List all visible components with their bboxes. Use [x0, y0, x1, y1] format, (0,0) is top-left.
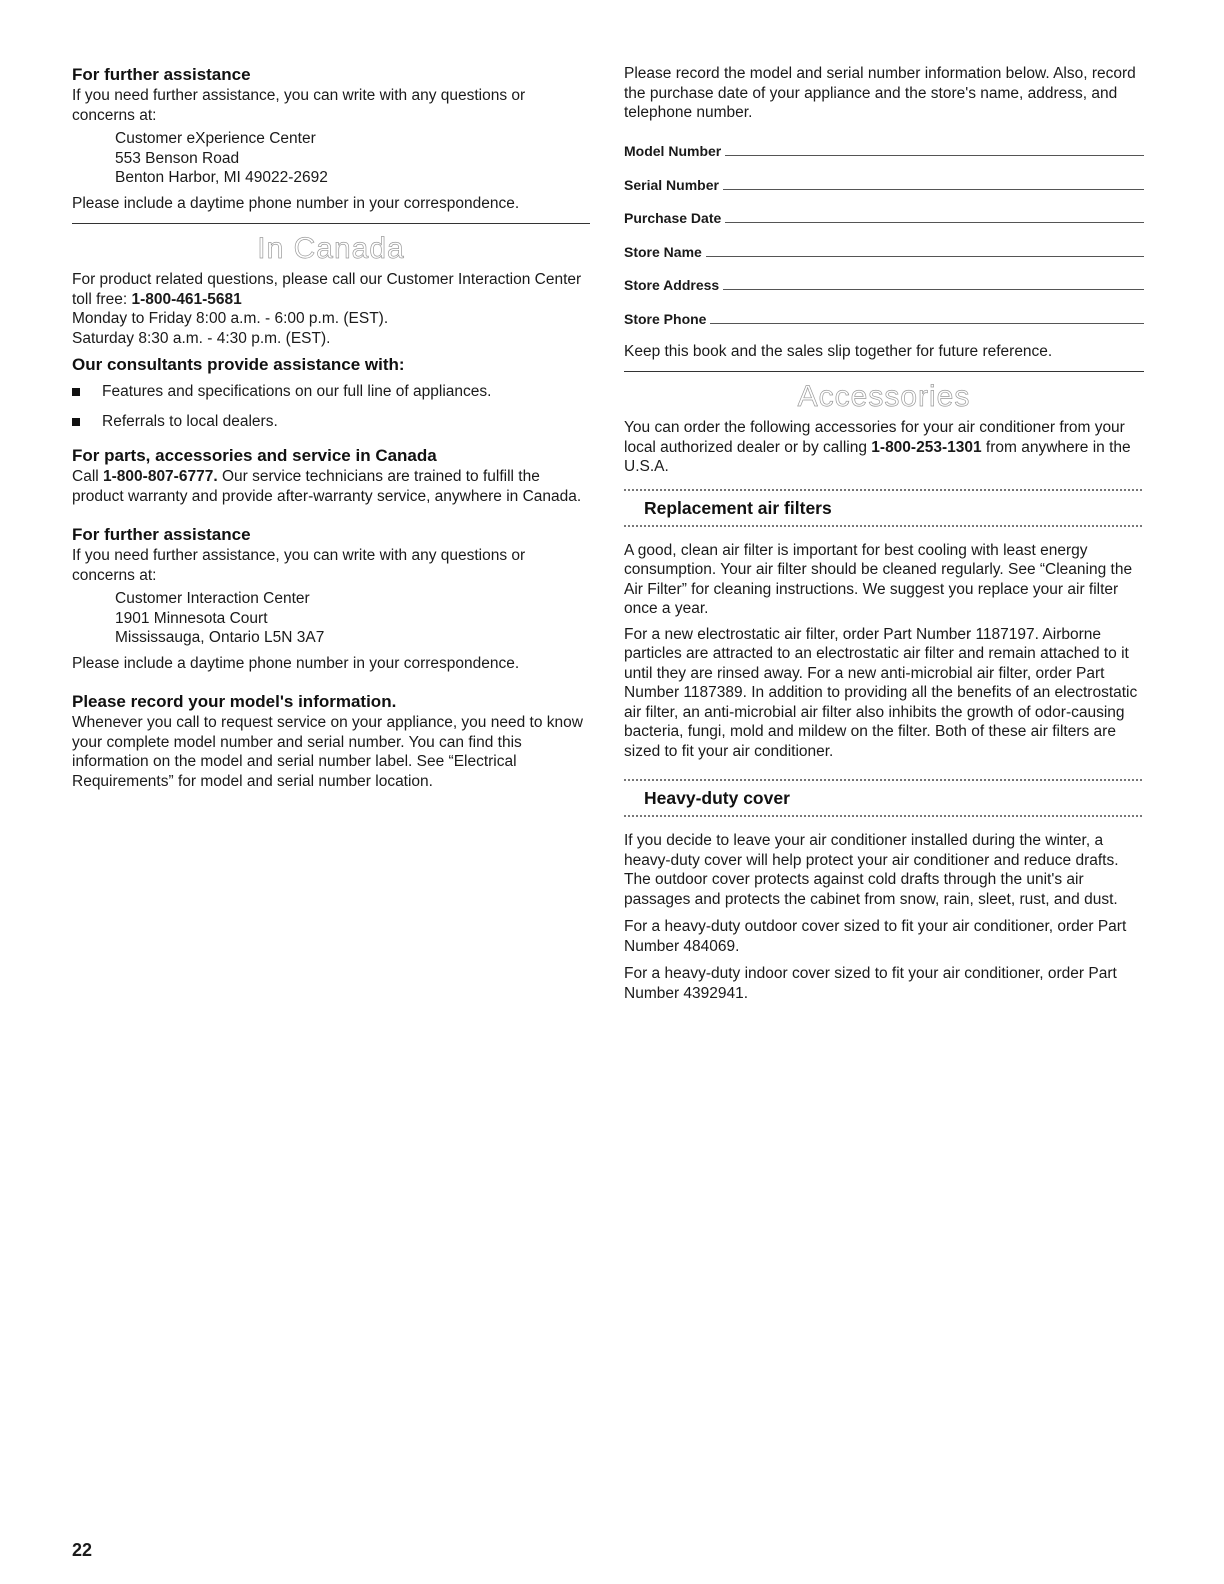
- store-address-blank: [723, 288, 1144, 290]
- purchase-date-blank: [725, 221, 1144, 223]
- saturday-hours: Saturday 8:30 a.m. - 4:30 p.m. (EST).: [72, 329, 331, 347]
- serial-number-field: Serial Number: [624, 160, 1144, 194]
- record-intro: Please record the model and serial number information below. Also, record the purchase date of your appliance and the store's name, address, and telephone number.: [624, 65, 1136, 121]
- us-mailing-address: [115, 129, 590, 188]
- accessories-section: [624, 378, 1144, 1003]
- canada-phone-number: 1-800-461-5681: [131, 290, 242, 308]
- model-number-field: Model Number: [624, 127, 1144, 161]
- address-line: 1901 Minnesota Court: [115, 609, 268, 627]
- cover-paragraph-3: For a heavy-duty indoor cover sized to fit your air conditioner, order Part Number 4392941.: [624, 965, 1117, 1002]
- store-phone-field: Store Phone: [624, 294, 1144, 328]
- store-name-field: Store Name: [624, 227, 1144, 261]
- record-form: [624, 127, 1144, 328]
- page-number: 22: [72, 1540, 93, 1560]
- store-address-field: Store Address: [624, 261, 1144, 295]
- address-line: Customer eXperience Center: [115, 130, 316, 147]
- list-item: Referrals to local dealers.: [72, 412, 590, 432]
- serial-number-blank: [723, 188, 1144, 190]
- further-assistance-us: [72, 64, 590, 213]
- further-assistance-canada-intro: If you need further assistance, you can write with any questions or concerns at:: [72, 547, 526, 584]
- record-info-heading: Please record your model's information.: [72, 692, 397, 711]
- model-number-blank: [725, 154, 1144, 156]
- heavy-duty-cover-header: [624, 779, 1144, 817]
- store-phone-blank: [710, 322, 1144, 324]
- section-divider: [72, 223, 590, 224]
- address-line: Mississauga, Ontario L5N 3A7: [115, 629, 325, 646]
- left-column: [72, 64, 590, 791]
- bullet-icon: [72, 418, 80, 426]
- accessories-phone-number: 1-800-253-1301: [871, 438, 982, 456]
- heavy-duty-cover-heading: Heavy-duty cover: [644, 788, 790, 808]
- parts-service-heading: For parts, accessories and service in Canada: [72, 446, 437, 465]
- cover-paragraph-2: For a heavy-duty outdoor cover sized to fit your air conditioner, order Part Number 484069.: [624, 918, 1127, 955]
- consultants-list: [72, 382, 590, 431]
- parts-service-text: Call 1-800-807-6777. Our service technicians are trained to fulfill the product warranty and provide after-warranty service, anywhere in Canada.: [72, 468, 582, 505]
- accessories-title: Accessories: [797, 380, 971, 413]
- bullet-icon: [72, 388, 80, 396]
- store-name-blank: [706, 255, 1144, 257]
- replacement-filters-header: [624, 489, 1144, 527]
- accessories-intro: You can order the following accessories for your air conditioner from your local authorized dealer or by calling 1-800-253-1301 from anywhere in the U.S.A.: [624, 419, 1131, 475]
- right-column: [624, 64, 1144, 1003]
- record-info-text: Whenever you call to request service on your appliance, you need to know your complete model number and serial number. You can find this information on the model and serial number label. See “Electrical Requirements” for model and serial number location.: [72, 714, 583, 790]
- further-assistance-heading: For further assistance: [72, 65, 251, 84]
- daytime-phone-note: Please include a daytime phone number in your correspondence.: [72, 654, 520, 672]
- filters-paragraph-1: A good, clean air filter is important for best cooling with least energy consumption. Your air filter should be cleaned regularly. See “Cleaning the Air Filter” for cleaning instructions. We suggest you replace your air filter once a year.: [624, 541, 1133, 617]
- keep-note: Keep this book and the sales slip together for future reference.: [624, 342, 1053, 360]
- further-assistance-canada-heading: For further assistance: [72, 525, 251, 544]
- in-canada-section: [72, 230, 590, 791]
- daytime-phone-note: Please include a daytime phone number in your correspondence.: [72, 194, 520, 212]
- further-assistance-intro: If you need further assistance, you can write with any questions or concerns at:: [72, 87, 526, 124]
- filters-paragraph-2: For a new electrostatic air filter, order Part Number 1187197. Airborne particles are attracted to an electrostatic air filter and remain attached to it until they are rinsed away. For a new anti-microbial air filter, order Part Number 1187389. In addition to providing all the benefits of an electrostatic air filter, an anti-microbial air filter also inhibits the growth of odor-causing bacteria, fungi, mold and mildew on the filter. Both of these air filters are sized to fit your air conditioner.: [624, 625, 1138, 760]
- canada-mailing-address: [115, 589, 590, 648]
- consultants-heading: Our consultants provide assistance with:: [72, 355, 405, 374]
- section-divider: [624, 371, 1144, 372]
- canada-contact-intro: For product related questions, please call our Customer Interaction Center toll free:: [72, 271, 582, 308]
- address-line: Benton Harbor, MI 49022-2692: [115, 169, 328, 186]
- weekday-hours: Monday to Friday 8:00 a.m. - 6:00 p.m. (EST).: [72, 310, 389, 327]
- replacement-filters-heading: Replacement air filters: [644, 497, 832, 518]
- canada-contact-text: [72, 270, 590, 309]
- address-line: 553 Benson Road: [115, 149, 240, 167]
- parts-phone-number: 1-800-807-6777.: [103, 468, 218, 485]
- address-line: Customer Interaction Center: [115, 590, 310, 607]
- cover-paragraph-1: If you decide to leave your air conditioner installed during the winter, a heavy-duty cover will help protect your air conditioner and reduce drafts. The outdoor cover protects against cold drafts through the unit's air passages and protects the cabinet from snow, rain, sleet, rust, and dust.: [624, 832, 1119, 908]
- list-item: Features and specifications on our full line of appliances.: [72, 382, 590, 402]
- purchase-date-field: Purchase Date: [624, 194, 1144, 228]
- in-canada-title: In Canada: [257, 232, 405, 265]
